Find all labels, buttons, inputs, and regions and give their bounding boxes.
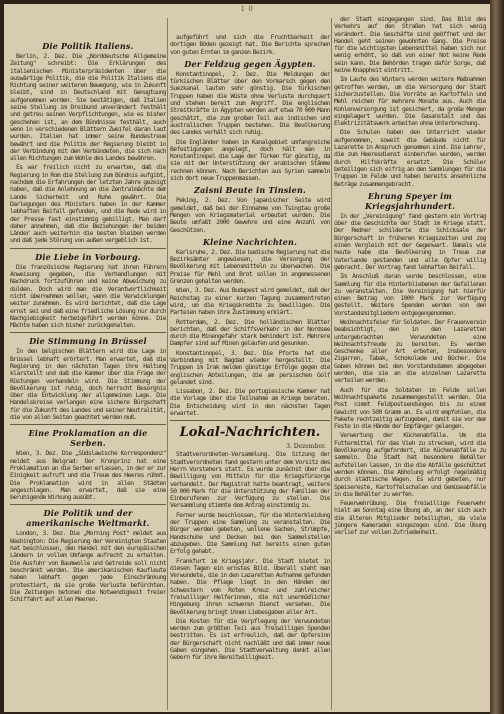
article-paragraph: Frankfurt im Kriegsjahr. Die Stadt bietet in diesen Tagen ein ernstes Bild. Überall sieht man Verwundete, die in den Lazaretten Aufnahme gefunden haben. Die Pflege liegt in den Händen der Schwestern vom Roten Kreuz und zahlreicher freiwilliger Helferinnen, die mit unermüdlicher Hingebung ihren schweren Dienst versehen. Die Bevölkerung bringt ihnen Liebesgaben aller Art. (170, 556, 330, 616)
article-paragraph: der Stadt eingegangen sind. Das Bild des Verkehrs auf den Straßen hat sich wenig verändert. Die Geschäfte sind geöffnet und der Handel geht seinen gewohnten Gang. Die Preise für die wichtigsten Lebensmittel haben sich nur wenig erhöht, so daß von einer Not keine Rede sein kann. Die Behörden tragen dafür Sorge, daß keine Knappheit eintritt. (334, 16, 486, 75)
article-headline: Die Liebe in Vorbourg. (35, 251, 141, 262)
article-divider (10, 332, 166, 333)
article-paragraph: Wien, 3. Dez. Die „Südslawische Korrespondenz" meldet aus Belgrad: Der Kronprinz hat eine Proklamation an die Serben erlassen, in der er zur Einigkeit aufruft und die Treue des Heeres rühmt. Die Proklamation wird in allen Städten angeschlagen. Man erwartet, daß sie eine beruhigende Wirkung ausübt. (10, 449, 166, 502)
article-paragraph: Im Laufe des Winters werden weitere Maßnahmen getroffen werden, um die Versorgung der Stadt sicherzustellen. Die Vorräte an Kartoffeln und Mehl reichen für mehrere Monate aus. Auch die Kohlenversorgung ist gesichert, da große Mengen eingelagert wurden. Die Gasanstalt und das Elektrizitätswerk arbeiten ohne Unterbrechung. (334, 75, 486, 128)
article-headline: Ehrung Speyer im Kriegsjahrhundert. (365, 190, 455, 211)
article-paragraph: Die Schulen haben den Unterricht wieder aufgenommen, soweit die Gebäude nicht für Lazarette in Anspruch genommen sind. Die Lehrer, die zum Heeresdienst einberufen wurden, werden durch Hilfskräfte ersetzt. Die Schüler beteiligen sich eifrig an den Sammlungen für die Truppen im Felde und haben bereits ansehnliche Beträge zusammengebracht. (334, 128, 486, 188)
article-divider (10, 504, 166, 505)
article-paragraph: In der „Vereinigung" fand gestern ein Vortrag über die Geschichte der Stadt im Kriege statt. Der Redner schilderte die Schicksale der Bürgerschaft in früheren Kriegszeiten und zog einen Vergleich mit der Gegenwart. Damals wie heute habe die Bevölkerung in Treue zum Vaterlande gestanden und alle Opfer willig gebracht. Der Vortrag fand lebhaften Beifall. (334, 211, 486, 271)
article-divider (10, 424, 166, 425)
article-paragraph: Die französische Regierung hat ihren Führern Anweisung gegeben, die Verhandlungen mit Nachdruck fortzuführen und keine Abweichung zu dulden. Doch wird man die Verantwortlichkeit nicht übernehmen wollen, wenn die Verwicklungen weiter zunehmen. Es wird berichtet, daß die Lage ernst sei und daß eine friedliche Lösung nur durch Nachgiebigkeit herbeigeführt werden könne. Die Mächte haben sich bisher zurückgehalten. (10, 262, 166, 330)
article-headline: Die Politik Italiens. (42, 41, 134, 51)
article-paragraph: Rotterdam, 2. Dez. Die holländischen Blätter berichten, daß der Schiffsverkehr in der Nordsee durch die Minengefahr stark behindert ist. Mehrere Dampfer sind auf Minen gelaufen und gesunken. (170, 317, 330, 348)
section-title: Lokal-Nachrichten. (179, 425, 321, 441)
article-paragraph: Die Kosten für die Verpflegung der Verwundeten werden zum größten Teil aus freiwilligen Spenden bestritten. Es ist erfreulich, daß der Opfersinn der Bürgerschaft nicht nachläßt und daß immer neue Gaben eingehen. Die Stadtverwaltung dankt allen Gebern für ihre Bereitwilligkeit. (170, 616, 330, 662)
dateline: 3. Dezember. (286, 443, 326, 451)
article-headline: Die Stimmung in Brüssel (29, 336, 147, 347)
article-paragraph: Peking, 2. Dez. Von japanischer Seite wird gemeldet, daß bei der Einnahme von Tsingtau große Mengen von Kriegsmaterial erbeutet wurden. Die Beute umfaßt 2000 Gewehre und eine Anzahl von Geschützen. (170, 196, 330, 234)
article-paragraph: aufgeführt und sich die Fruchtbarkeit der dortigen Böden gezeigt hat. Die Berichte sprechen von guten Ernten im ganzen Bezirk. (170, 34, 330, 56)
article-paragraph: Berlin, 2. Dez. Die „Norddeutsche Allgemeine Zeitung" schreibt: Die Erklärungen des italienischen Ministerpräsidenten über die auswärtige Politik, die die Politik Italiens die Richtung seiner weiteren Bewegung, wie in Zukunft bleibt, sind in Deutschland mit Genugtuung aufgenommen worden. Sie bestätigen, daß Italien seine Stellung im Dreibund unverändert festhält und getreu seinen Verpflichtungen, wie es bisher geschehen ist, an dem Bündnisse festhält, auch wenn in verschiedenen Blättern Zweifel daran laut wurden. Italien hat immer seine Bundestreue bewährt und die Politik der Regierung bleibt in der Verbindung mit den Verbündeten, die sich nach allen Richtungen zum Wohle des Landes bewähren. (10, 52, 166, 163)
article-paragraph: Auch für die Soldaten im Felde sollen Weihnachtspakete zusammengestellt werden. Die Post nimmt Feldpostsendungen bis zu einem Gewicht von 500 Gramm an. Es wird empfohlen, die Pakete rechtzeitig aufzugeben, damit sie vor dem Feste in die Hände der Empfänger gelangen. (334, 385, 486, 431)
article-paragraph: Weihnachtsfeier für Soldaten. Der Frauenverein beabsichtigt, den in den Lazaretten untergebrachten Verwundeten eine Weihnachtsfreude zu bereiten. Es werden Geschenke aller Art erbeten, insbesondere Zigarren, Tabak, Schokolade und Bücher. Die Gaben können bei den Vorstandsdamen abgegeben werden, die sie an die einzelnen Lazarette verteilen werden. (334, 317, 486, 385)
article-paragraph: Die Engländer haben im Kanalgebiet umfangreiche Befestigungen angelegt, doch hält man in Konstantinopel die Lage der Türken für günstig, da sie mit der Unterstützung der arabischen Stämme rechnen können. Nach Berichten aus Syrien sammeln sich dort neue Truppenmassen. (170, 137, 330, 183)
column-middle (170, 34, 330, 710)
article-headline: Die Politik und der amerikanische Weltmarkt. (26, 508, 150, 529)
article-paragraph: London, 3. Dez. Die „Morning Post" meldet aus Washington: Die Regierung der Vereinigten Staaten hat beschlossen, den Handel mit den europäischen Ländern in vollem Umfange aufrecht zu erhalten. Die Ausfuhr von Baumwolle und Getreide soll nicht beschränkt werden. Die amerikanischen Kaufleute haben lebhaft gegen jede Einschränkung protestiert, da sie große Verluste befürchten. Die Zeitungen betonen die Notwendigkeit freier Schiffahrt auf allen Meeren. (10, 529, 166, 604)
article-headline: Der Feldzug gegen Ägypten. (184, 58, 316, 69)
page-edge (490, 0, 504, 714)
article-paragraph: Im Anschluß daran wurde beschlossen, eine Sammlung für die Hinterbliebenen der Gefallenen zu veranstalten. Die Vereinigung hat hierfür einen Betrag von 1000 Mark zur Verfügung gestellt. Weitere Spenden werden von den Vorstandsmitgliedern entgegengenommen. (334, 272, 486, 317)
article-paragraph: Konstantinopel, 3. Dez. Die Pforte hat die Verbindung mit Bagdad wieder hergestellt. Die Truppen im Irak melden günstige Erfolge gegen die englischen Abteilungen, die am persischen Golf gelandet sind. (170, 348, 330, 386)
article-paragraph: Verwertung der Küchenabfälle. Um die Futtermittel für das Vieh zu strecken, wird die Bevölkerung aufgefordert, die Küchenabfälle zu sammeln. Die Stadt hat besondere Behälter aufstellen lassen, in die die Abfälle geschüttet werden können. Die Abholung erfolgt regelmäßig durch städtische Wagen. Es wird gebeten, nur Speisereste, Kartoffelschalen und Gemüseabfälle in die Behälter zu werfen. (334, 431, 486, 498)
column-rule (167, 18, 168, 710)
article-paragraph: Es war freilich nicht zu erwarten, daß die Regierung in Rom die Stellung zum Bündnis aufgibt, nachdem die Erfahrungen der letzten Jahre gezeigt haben, daß die Anlehnung an die Zentralmächte dem Lande Sicherheit und Ruhe gewährt. Die Darlegungen des Ministers haben in der Kammer lebhaften Beifall gefunden, und die Rede wird in der Presse fast einstimmig gebilligt. Man darf daher annehmen, daß die Beziehungen der beiden Länder auch weiterhin die besten bleiben werden und daß jede Störung von außen vergeblich ist. (10, 163, 166, 245)
article-paragraph: In den belgischen Blättern wird die Lage in Brüssel lebhaft erörtert. Man erwartet, daß die Regierung in den nächsten Tagen ihre Haltung klarstellt und daß die Kammer über die Frage der Rüstungen verhandeln wird. Die Stimmung der Bevölkerung ist ruhig, doch herrscht Besorgnis über die Entwicklung der allgemeinen Lage. Die Handelskreise verlangen eine sichere Bürgschaft für die Zukunft des Landes und seiner Neutralität, die von allen Seiten geachtet werden muß. (10, 347, 166, 422)
article-paragraph: Ferner wurde beschlossen, für die Winterkleidung der Truppen eine Sammlung zu veranstalten. Die Bürger werden gebeten, wollene Sachen, Strümpfe, Handschuhe und Decken bei den Sammelstellen abzugeben. Die Sammlung hat bereits einen guten Erfolg gehabt. (170, 510, 330, 556)
newspaper-page (4, 4, 490, 712)
column-rule (331, 18, 332, 710)
page-number: 1 0 (240, 5, 254, 13)
article-headline: Zaisni Beute in Tinsien. (194, 185, 306, 196)
article-paragraph: Lissabon, 2. Dez. Die portugiesische Kammer hat die Vorlage über die Teilnahme am Kriege beraten. Die Entscheidung wird in den nächsten Tagen erwartet. (170, 387, 330, 418)
article-divider (170, 420, 330, 421)
column-right (334, 16, 486, 692)
article-headline: Eine Proklamation an die Serben. (28, 428, 148, 449)
article-paragraph: Konstantinopel, 2. Dez. Die Meldungen der türkischen Blätter über den Vormarsch gegen den Suezkanal lauten sehr günstig. Die türkischen Truppen haben die Wüste ohne Verluste durchquert und stehen bereit zum Angriff. Die englischen Streitkräfte in Ägypten werden auf etwa 70 000 Mann geschätzt, die zum großen Teil aus indischen und australischen Truppen bestehen. Die Bevölkerung des Landes verhält sich ruhig. (170, 69, 330, 137)
article-paragraph: Stadtverordneten-Versammlung. Die Sitzung der Stadtverordneten fand gestern unter dem Vorsitz des Herrn Vorstehers statt. Es wurde zunächst über die Bewilligung von Mitteln für die Kriegsfürsorge verhandelt. Der Magistrat hatte beantragt, weitere 50 000 Mark für die Unterstützung der Familien der Einberufenen zur Verfügung zu stellen. Die Versammlung stimmte dem Antrag einstimmig zu. (170, 450, 330, 510)
column-left (10, 38, 166, 712)
article-paragraph: Feuerwehrübung. Die freiwillige Feuerwehr hielt am Sonntag eine Übung ab, an der sich auch die älteren Mitglieder beteiligten, da viele jüngere Kameraden eingezogen sind. Die Übung verlief zur vollen Zufriedenheit. (334, 499, 486, 537)
article-paragraph: Karlsruhe, 2. Dez. Die badische Regierung hat die Bezirksämter angewiesen, die Versorgung der Bevölkerung mit Lebensmitteln zu überwachen. Die Preise für Mehl und Brot sollen in angemessenen Grenzen gehalten werden. (170, 247, 330, 286)
article-divider (10, 248, 166, 249)
article-paragraph: Wien, 3. Dez. Aus Budapest wird gemeldet, daß der Reichstag zu einer kurzen Tagung zusammentreten wird, um die Kriegskredite zu bewilligen. Die Parteien haben ihre Zustimmung erklärt. (170, 286, 330, 317)
article-headline: Kleine Nachrichten. (202, 236, 298, 247)
